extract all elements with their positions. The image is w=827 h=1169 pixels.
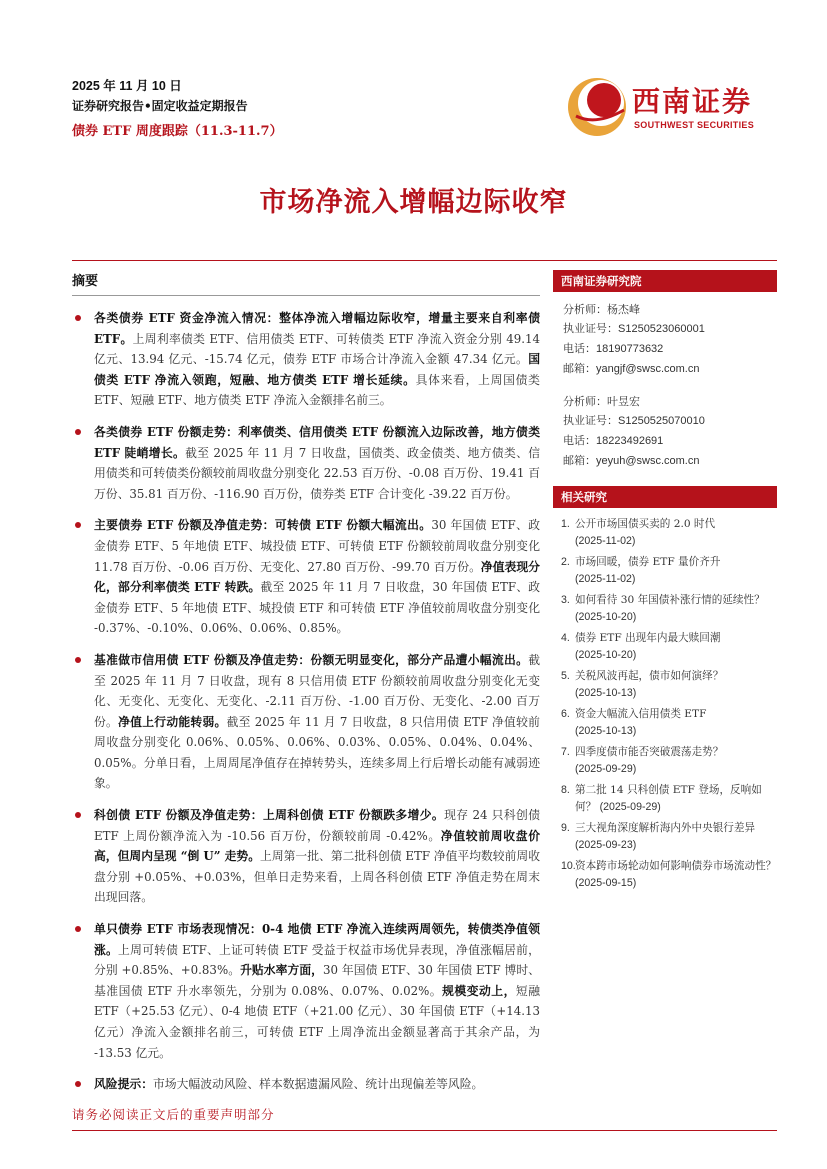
abstract-item (72, 422, 540, 504)
bullet-bold: 规模变动上， (442, 983, 516, 998)
bullet-text: 30 年国债 ETF、30 年国债 ETF 博时、基准国债 ETF 升水率领先，分别为 0.08%、0.07%、0.02%。 (94, 963, 540, 998)
bullet-bold: 净值表现分化，部分利率债类 ETF 转跌。 (94, 559, 540, 595)
bullet-text: 市场大幅波动风险、样本数据遗漏风险、统计出现偏差等风险。 (153, 1077, 484, 1092)
related-title: 三大视角深度解析海内外中央银行差异 (575, 822, 756, 834)
related-date: (2025-11-02) (575, 573, 636, 585)
related-item[interactable] (561, 858, 777, 892)
related-title: 资金大幅流入信用债类 ETF (575, 708, 707, 720)
bullet-bold: 净值较前周收盘价高，但周内呈现 “倒 U” 走势。 (94, 828, 540, 864)
analyst-name-label: 分析师： (563, 395, 607, 408)
related-item[interactable] (561, 782, 777, 816)
related-num: 5. (561, 670, 570, 682)
bullet-text: 截至 2025 年 11 月 7 日收盘，现有 8 只信用债 ETF 份额较前周收盘分别变化无变化、无变化、无变化、无变化、-2.11 百万份、-1.00 百万份、无变化、-2.00 百万份。 (94, 652, 540, 729)
related-item[interactable] (561, 516, 777, 550)
related-item[interactable] (561, 592, 777, 626)
abstract-section (72, 270, 540, 1106)
related-num: 10. (561, 860, 576, 872)
logo-text-en: SOUTHWEST SECURITIES (634, 120, 755, 130)
related-num: 8. (561, 784, 570, 796)
related-num: 4. (561, 632, 570, 644)
sidebar (553, 270, 777, 896)
phone-label: 电话： (563, 342, 596, 355)
analyst-block (553, 292, 777, 471)
report-subtitle: 债券 ETF 周度跟踪（11.3-11.7） (72, 124, 283, 139)
related-title: 债券 ETF 出现年内最大赎回潮 (575, 632, 721, 644)
abstract-item (72, 650, 540, 794)
bullet-bold: 基准做市信用债 ETF 份额及净值走势：份额无明显变化，部分产品遭小幅流出。 (94, 652, 529, 667)
bullet-text: 短融 ETF（+25.53 亿元）、0-4 地债 ETF（+21.00 亿元）、30 年国债 ETF（+14.13 亿元）净流入金额排名前三，可转债 ETF 上周净流出金额显著高于其余产品，为 -13.53 亿元。 (94, 983, 540, 1060)
bullet-bold: 国债类 ETF 净流入领跑，短融、地方债类 ETF 增长延续。 (94, 352, 540, 387)
related-num: 6. (561, 708, 570, 720)
related-num: 7. (561, 746, 570, 758)
related-title: 四季度债市能否突破震荡走势？ (575, 746, 724, 758)
cert-label: 执业证号： (563, 414, 618, 427)
bullet-text: 30 年国债 ETF、政金债券 ETF、5 年地债 ETF、城投债 ETF、可转债 ETF 份额较前周收盘分别变化 11.78 百万份、-0.06 百万份、无变化、27.80 百万份、-99.70 百万份。 (94, 518, 540, 574)
bullet-text: 截至 2025 年 11 月 7 日收盘，30 年国债 ETF、政金债券 ETF、5 年地债 ETF、城投债 ETF 和可转债 ETF 净值较前周收盘分别变化 -0.37%、-0.10%、0.06%、0.06%、0.85%。 (94, 580, 540, 636)
related-date: (2025-10-20) (575, 611, 637, 623)
related-item[interactable] (561, 630, 777, 664)
company-logo (566, 74, 776, 140)
related-date: (2025-11-02) (575, 535, 636, 547)
footer-disclaimer: 请务必阅读正文后的重要声明部分 (72, 1107, 275, 1122)
bullet-text: 上周利率债类 ETF、信用债类 ETF、可转债类 ETF 净流入资金分别 49.14 亿元、13.94 亿元、-15.74 亿元，债券 ETF 市场合计净流入金额 47.34 亿元。 (94, 331, 540, 367)
analyst-name: 杨杰峰 (607, 303, 640, 316)
abstract-item (72, 308, 540, 411)
related-num: 1. (561, 518, 570, 530)
related-date: (2025-10-13) (575, 725, 637, 737)
related-item[interactable] (561, 820, 777, 854)
cert-label: 执业证号： (563, 322, 618, 335)
related-date: (2025-10-13) (575, 687, 637, 699)
related-title: 公开市场国债买卖的 2.0 时代 (575, 518, 716, 530)
related-title: 资本跨市场轮动如何影响债券市场流动性？ (575, 860, 777, 872)
cert-number: S1250523060001 (618, 323, 705, 335)
related-date: (2025-09-29) (599, 801, 661, 813)
bullet-bold: 风险提示： (94, 1077, 153, 1092)
related-title: 市场回暖，债券 ETF 量价齐升 (575, 556, 721, 568)
phone-number: 18223492691 (596, 435, 664, 447)
abstract-heading: 摘要 (72, 270, 540, 296)
email-label: 邮箱： (563, 362, 596, 375)
bullet-text: 具体来看，上周国债类 ETF、短融 ETF、地方债类 ETF 净流入金额排名前三。 (94, 372, 540, 408)
bullet-bold: 各类债券 ETF 份额走势：利率债类、信用债类 ETF 份额流入边际改善，地方债类 ETF 陡峭增长。 (94, 424, 540, 460)
page-title: 市场净流入增幅边际收窄 (259, 187, 568, 218)
related-date: (2025-10-20) (575, 649, 637, 661)
related-title: 第二批 14 只科创债 ETF 登场，反响如何？ (575, 784, 762, 813)
related-date: (2025-09-15) (575, 877, 637, 889)
email-label: 邮箱： (563, 454, 596, 467)
abstract-item (72, 515, 540, 639)
bullet-text: 截至 2025 年 11 月 7 日收盘，8 只信用债 ETF 净值较前周收盘分别变化 0.06%、0.05%、0.06%、0.03%、0.05%、0.04%、0.04%、0.05%。分单日看，上周周尾净值存在掉转势头，连续多周上行后增长动能有减弱迹象。 (94, 714, 540, 791)
report-date: 2025 年 11 月 10 日 (72, 79, 182, 93)
related-title: 关税风波再起，债市如何演绎？ (575, 670, 724, 682)
email-link[interactable]: yeyuh@swsc.com.cn (596, 455, 700, 467)
bullet-text: 现存 24 只科创债 ETF 上周份额净流入为 -10.56 百万份，份额较前周 -0.42%。 (94, 808, 540, 843)
bullet-text: 上周可转债 ETF、上证可转债 ETF 受益于权益市场优异表现，净值涨幅居前，分别 +0.85%、+0.83%。 (94, 942, 540, 978)
bullet-text: 上周第一批、第二批科创债 ETF 净值平均数较前周收盘分别 +0.05%、+0.03%，但单日走势来看，上周各科创债 ETF 净值走势在周末出现回落。 (94, 849, 541, 905)
bullet-bold: 单只债券 ETF 市场表现情况：0-4 地债 ETF 净流入连续两周领先，转债类净值领涨。 (94, 922, 540, 957)
bullet-bold: 净值上行动能转弱。 (118, 714, 227, 729)
institute-heading: 西南证券研究院 (553, 270, 777, 292)
phone-label: 电话： (563, 434, 596, 447)
related-research-heading: 相关研究 (553, 486, 777, 508)
analyst-name: 叶昱宏 (607, 395, 640, 408)
related-date: (2025-09-23) (575, 839, 637, 851)
related-num: 3. (561, 594, 570, 606)
abstract-item (72, 1074, 540, 1095)
related-num: 2. (561, 556, 570, 568)
related-item[interactable] (561, 706, 777, 740)
bullet-bold: 升贴水率方面， (240, 963, 324, 978)
header-divider (72, 260, 777, 261)
bullet-text: 截至 2025 年 11 月 7 日收盘，国债类、政金债类、地方债类、信用债类和可转债类份额较前周收盘分别变化 22.53 百万份、-0.08 百万份、19.41 百万份、35.81 百万份、-116.90 百万份，债券类 ETF 合计变化 -39.22 百万份。 (94, 445, 540, 501)
report-type: 证券研究报告•固定收益定期报告 (72, 99, 248, 113)
related-item[interactable] (561, 668, 777, 702)
related-item[interactable] (561, 744, 777, 778)
logo-text-cn: 西南证券 (632, 85, 753, 118)
related-title: 如何看待 30 年国债补涨行情的延续性？ (575, 594, 765, 606)
abstract-list (72, 308, 540, 1095)
logo-emblem-icon (566, 76, 628, 138)
bullet-bold: 各类债券 ETF 资金净流入情况：整体净流入增幅边际收窄，增量主要来自利率债 ETF。 (94, 311, 540, 346)
abstract-item (72, 919, 540, 1063)
footer-divider (72, 1130, 777, 1131)
email-link[interactable]: yangjf@swsc.com.cn (596, 363, 700, 375)
cert-number: S1250525070010 (618, 415, 705, 427)
related-research-list (553, 508, 777, 892)
related-item[interactable] (561, 554, 777, 588)
abstract-item (72, 805, 540, 908)
related-date: (2025-09-29) (575, 763, 637, 775)
phone-number: 18190773632 (596, 343, 664, 355)
analyst-name-label: 分析师： (563, 303, 607, 316)
related-num: 9. (561, 822, 570, 834)
bullet-bold: 主要债券 ETF 份额及净值走势：可转债 ETF 份额大幅流出。 (94, 518, 432, 533)
bullet-bold: 科创债 ETF 份额及净值走势：上周科创债 ETF 份额跌多增少。 (94, 808, 445, 823)
